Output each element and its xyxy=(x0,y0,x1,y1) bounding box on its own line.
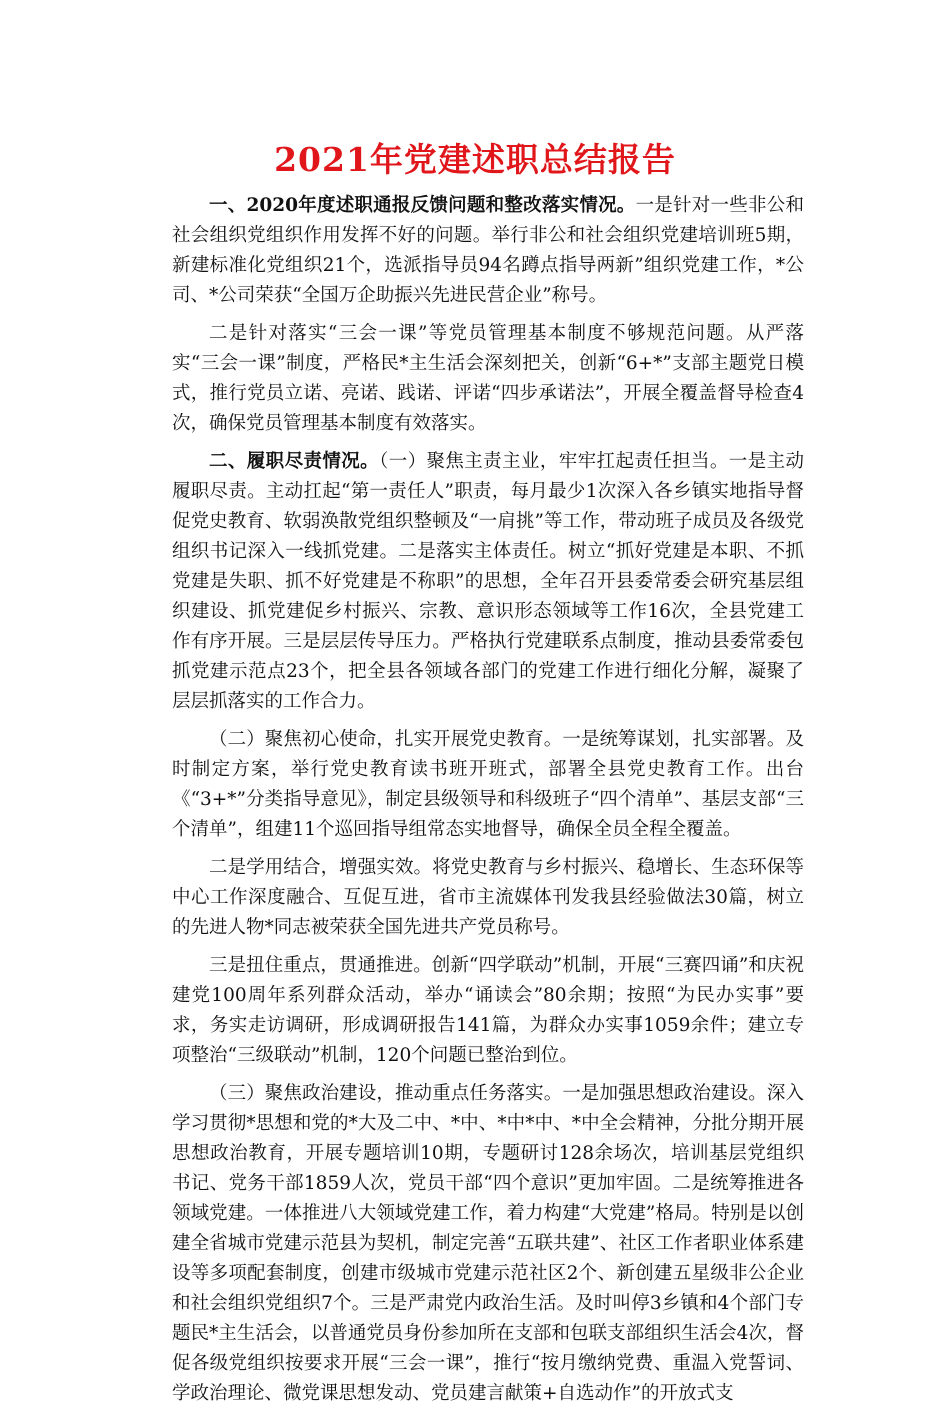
paragraph xyxy=(172,447,804,717)
paragraph-text: （三）聚焦政治建设，推动重点任务落实。一是加强思想政治建设。深入学习贯彻*思想和党的*大及二中、*中、*中*中、*中全会精神，分批分期开展思想政治教育，开展专题培训10期，专题研讨128余场次，培训基层党组织书记、党务干部1859人次，党员干部“四个意识”更加牢固。二是统筹推进各领域党建。一体推进八大领域党建工作，着力构建“大党建”格局。特别是以创建全省城市党建示范县为契机，制定完善“五联共建”、社区工作者职业体系建设等多项配套制度，创建市级城市党建示范社区2个、新创建五星级非公企业和社会组织党组织7个。三是严肃党内政治生活。及时叫停3乡镇和4个部门专题民*主生活会，以普通党员身份参加所在支部和包联支部组织生活会4次，督促各级党组织按要求开展“三会一课”，推行“按月缴纳党费、重温入党誓词、学政治理论、微党课思想发动、党员建言献策+自选动作”的开放式支 xyxy=(172,1083,804,1404)
paragraph xyxy=(172,1079,804,1409)
section-heading: 二、履职尽责情况。 xyxy=(209,451,380,472)
paragraph xyxy=(172,725,804,845)
paragraph-text: （一）聚焦主责主业，牢牢扛起责任担当。一是主动履职尽责。主动扛起“第一责任人”职责，每月最少1次深入各乡镇实地指导督促党史教育、软弱涣散党组织整顿及“一肩挑”等工作，带动班子成员及各级党组织书记深入一线抓党建。二是落实主体责任。树立“抓好党建是本职、不抓党建是失职、抓不好党建是不称职”的思想，全年召开县委常委会研究基层组织建设、抓党建促乡村振兴、宗教、意识形态领域等工作16次，全县党建工作有序开展。三是层层传导压力。严格执行党建联系点制度，推动县委常委包抓党建示范点23个，把全县各领域各部门的党建工作进行细化分解，凝聚了层层抓落实的工作合力。 xyxy=(172,451,804,712)
paragraph xyxy=(172,853,804,943)
paragraph-text: 三是扭住重点，贯通推进。创新“四学联动”机制，开展“三赛四诵”和庆祝建党100周年系列群众活动，举办“诵读会”80余期；按照“为民办实事”要求，务实走访调研，形成调研报告141篇，为群众办实事1059余件；建立专项整治“三级联动”机制，120个问题已整治到位。 xyxy=(172,955,804,1066)
paragraph-text: （二）聚焦初心使命，扎实开展党史教育。一是统筹谋划，扎实部署。及时制定方案，举行党史教育读书班开班式，部署全县党史教育工作。出台《“3+*”分类指导意见》，制定县级领导和科级班子“四个清单”、基层支部“三个清单”，组建11个巡回指导组常态实地督导，确保全员全程全覆盖。 xyxy=(172,729,804,840)
paragraph xyxy=(172,319,804,439)
paragraph-text: 一是针对一些非公和社会组织党组织作用发挥不好的问题。举行非公和社会组织党建培训班5期，新建标准化党组织21个，选派指导员94名蹲点指导两新”组织党建工作，*公司、*公司荣获“全国万企助振兴先进民营企业”称号。 xyxy=(172,195,804,306)
paragraph-text: 二是学用结合，增强实效。将党史教育与乡村振兴、稳增长、生态环保等中心工作深度融合、互促互进，省市主流媒体刊发我县经验做法30篇，树立的先进人物*同志被荣获全国先进共产党员称号。 xyxy=(172,857,804,938)
section-heading: 一、2020年度述职通报反馈问题和整改落实情况。 xyxy=(209,195,636,216)
paragraph xyxy=(172,951,804,1071)
document-body xyxy=(172,191,804,1417)
document-title: 2021年党建述职总结报告 xyxy=(274,140,676,179)
paragraph xyxy=(172,191,804,311)
paragraph-text: 二是针对落实“三会一课”等党员管理基本制度不够规范问题。从严落实“三会一课”制度，严格民*主生活会深刻把关，创新“6+*”支部主题党日模式，推行党员立诺、亮诺、践诺、评诺“四步承诺法”，开展全覆盖督导检查4次，确保党员管理基本制度有效落实。 xyxy=(172,323,804,434)
